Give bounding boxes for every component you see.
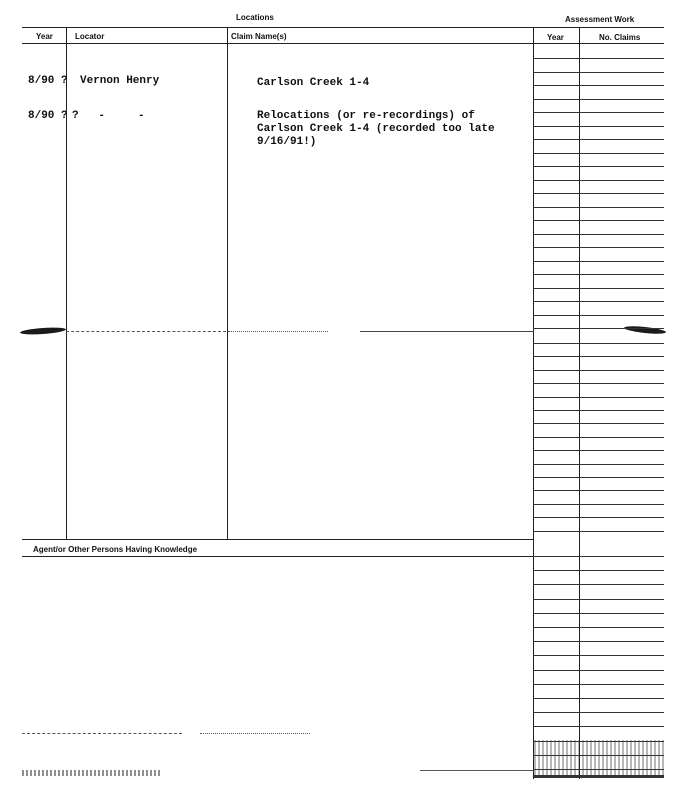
fold-line-mid	[228, 331, 328, 333]
assessment-row-rule	[533, 85, 664, 86]
assessment-row-rule	[533, 99, 664, 100]
divider-year-locator	[66, 27, 67, 539]
assessment-row-rule	[533, 328, 664, 329]
assessment-row-rule	[533, 356, 664, 357]
assessment-row-rule	[533, 655, 664, 656]
entry-2-locator: ? - -	[72, 110, 145, 122]
assessment-row-rule	[533, 153, 664, 154]
entry-2-claim-line-2: Carlson Creek 1-4 (recorded too late	[257, 123, 495, 135]
assessment-row-rule	[533, 531, 664, 532]
assessment-row-rule	[533, 437, 664, 438]
divider-locator-claims	[227, 27, 228, 539]
assessment-work-header: Assessment Work	[565, 15, 635, 24]
assessment-row-rule	[533, 301, 664, 302]
bottom-scan-line-2	[200, 733, 310, 735]
bottom-scan-noise-right	[534, 740, 664, 776]
bottom-right-rule	[534, 775, 664, 778]
assessment-row-rule	[533, 261, 664, 262]
fold-line-right	[360, 331, 534, 332]
fold-line-left	[66, 331, 226, 333]
assessment-row-rule	[533, 627, 664, 628]
assessment-row-rule	[533, 72, 664, 73]
assessment-row-rule	[533, 490, 664, 491]
assessment-row-rule	[533, 58, 664, 59]
assessment-row-rule	[533, 613, 664, 614]
entry-1-claim: Carlson Creek 1-4	[257, 77, 370, 89]
assessment-row-rule	[533, 139, 664, 140]
entry-2-claim-line-1: Relocations (or re-recordings) of	[257, 110, 475, 122]
agent-top-rule	[22, 539, 533, 540]
assessment-row-rule	[533, 180, 664, 181]
assessment-row-rule	[533, 423, 664, 424]
assessment-row-rule	[533, 464, 664, 465]
assessment-row-rule	[533, 517, 664, 518]
assessment-row-rule	[533, 193, 664, 194]
locator-column-header: Locator	[75, 32, 105, 41]
assessment-row-rule	[533, 450, 664, 451]
agent-label: Agent/or Other Persons Having Knowledge	[33, 545, 198, 554]
entry-1-locator: Vernon Henry	[80, 75, 160, 87]
assessment-row-rule	[533, 670, 664, 671]
no-claims-column-header: No. Claims	[599, 33, 641, 42]
assessment-ruled-rows	[533, 0, 664, 806]
locations-header: Locations	[236, 13, 274, 22]
assessment-row-rule	[533, 698, 664, 699]
bottom-scan-line	[22, 733, 182, 735]
assessment-row-rule	[533, 556, 664, 557]
entry-2-year: 8/90 ?	[28, 110, 68, 122]
assessment-row-rule	[533, 477, 664, 478]
assessment-row-rule	[533, 726, 664, 727]
assessment-row-rule	[533, 684, 664, 685]
bottom-scan-noise-left	[22, 770, 162, 776]
bottom-edge-rule	[420, 770, 533, 771]
assessment-row-rule	[533, 641, 664, 642]
assessment-row-rule	[533, 570, 664, 571]
claim-names-column-header: Claim Name(s)	[231, 32, 287, 41]
assessment-row-rule	[533, 166, 664, 167]
left-fold-mark	[20, 326, 66, 335]
assessment-row-rule	[533, 207, 664, 208]
assessment-row-rule	[533, 274, 664, 275]
assessment-row-rule	[533, 504, 664, 505]
assessment-row-rule	[533, 234, 664, 235]
year-column-header: Year	[36, 32, 53, 41]
assessment-row-rule	[533, 288, 664, 289]
entry-1-year: 8/90 ?	[28, 75, 68, 87]
assessment-row-rule	[533, 247, 664, 248]
assessment-row-rule	[533, 315, 664, 316]
assessment-row-rule	[533, 599, 664, 600]
assessment-row-rule	[533, 410, 664, 411]
agent-bottom-rule	[22, 556, 533, 557]
assessment-row-rule	[533, 383, 664, 384]
assessment-row-rule	[533, 370, 664, 371]
aw-year-column-header: Year	[547, 33, 564, 42]
assessment-row-rule	[533, 220, 664, 221]
entry-2-claim-line-3: 9/16/91!)	[257, 136, 317, 148]
assessment-row-rule	[533, 112, 664, 113]
assessment-row-rule	[533, 126, 664, 127]
assessment-row-rule	[533, 584, 664, 585]
assessment-row-rule	[533, 397, 664, 398]
assessment-row-rule	[533, 712, 664, 713]
assessment-row-rule	[533, 343, 664, 344]
